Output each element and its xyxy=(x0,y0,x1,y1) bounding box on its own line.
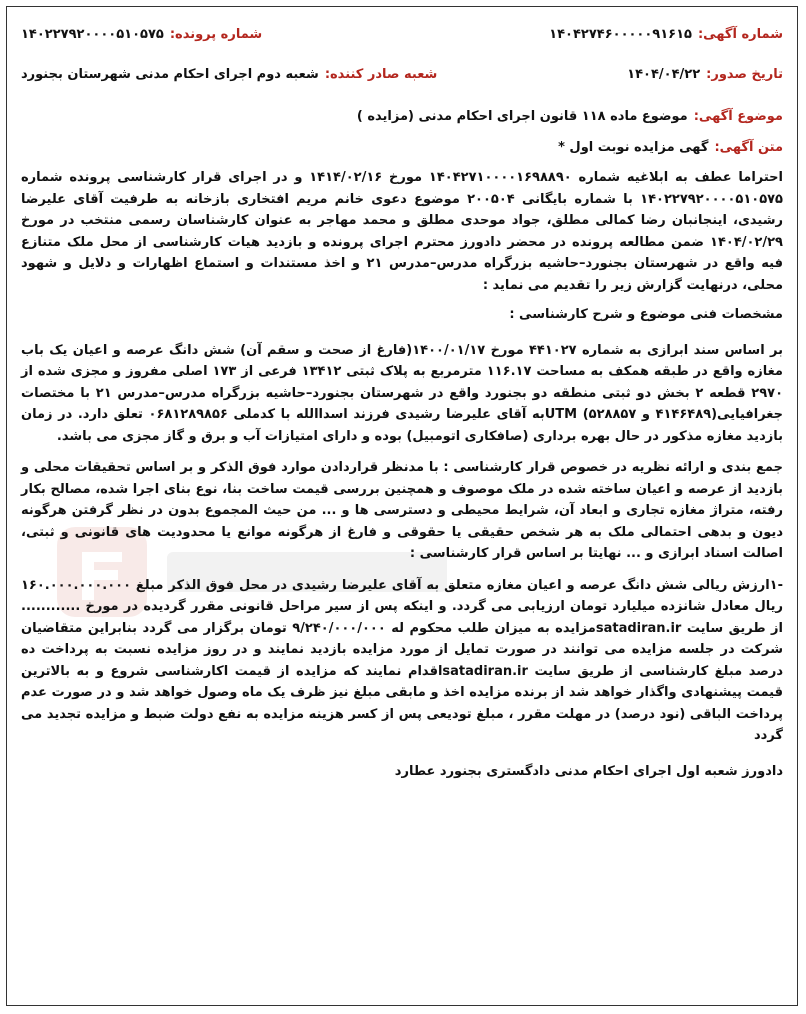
valuation-paragraph xyxy=(21,575,783,747)
meta-row-2 xyxy=(21,67,783,107)
valuation-text-b: مزایده به میزان طلب محکوم له ۹/۲۴۰/۰۰۰/۰۰۰ تومان برگزار می گردد بنابراین متقاضیان شرکت در جلسه مزایده می توانند در صورت تمایل از مورد مزایده بازدید نمایند و در روز مزایده نسبت به پرداخت ده درصد مبلغ کارشناسی از طریق سایت xyxy=(21,620,783,679)
case-number-value: ۱۴۰۲۲۷۹۲۰۰۰۰۵۱۰۵۷۵ xyxy=(21,27,164,42)
issuer-label: شعبه صادر کننده: xyxy=(324,67,438,82)
ad-number-value: ۱۴۰۴۲۷۴۶۰۰۰۰۰۹۱۶۱۵ xyxy=(549,27,692,42)
subject-label: موضوع آگهی: xyxy=(693,109,783,124)
text-title-row xyxy=(21,140,783,155)
ad-number xyxy=(453,27,783,42)
case-number-label: شماره پرونده: xyxy=(169,27,263,42)
ad-number-label: شماره آگهی: xyxy=(697,27,783,42)
issue-date-label: تاریخ صدور: xyxy=(706,67,783,82)
ad-frame xyxy=(6,6,798,1006)
text-title-label: متن آگهی: xyxy=(714,140,783,155)
site-link-1[interactable]: satadiran.ir xyxy=(595,620,682,636)
site-link-2[interactable]: satadiran.ir xyxy=(442,663,528,679)
meta-row-1 xyxy=(21,27,783,67)
text-title-value: گهی مزایده نوبت اول * xyxy=(558,140,709,155)
summary-paragraph: جمع بندی و ارائه نظریه در خصوص قرار کارشناسی : با مدنظر قراردادن موارد فوق الذکر و بر اساس تحقیقات محلی و بازدید از عرصه و اعیان ساخته شده در ملک موصوف و همچنین بررسی قیمت ساخت بنا، نوع بنای اجرا شده، مصالح بکار رفته، متراژ مغازه تجاری و ابعاد آن، شرایط محیطی و دسترسی ها و ... من حیث المجموع بدون در نظر گرفتن هرگونه دیون و بدهی احتمالی ملک به هر شخص حقیقی یا حقوقی و فارغ از هرگونه موانع یا محدودیت های قانونی و ثبتی، اصالت اسناد ابرازی و ... نهایتا بر اساس قرار کارشناسی : xyxy=(21,460,783,561)
valuation-text-a: -۱ارزش ریالی شش دانگ عرصه و اعیان مغازه متعلق به آقای علیرضا رشیدی در محل فوق الذکر مبلغ ۱۶۰.۰۰۰.۰۰۰.۰۰۰ ریال معادل شانزده میلیارد تومان ارزیابی می گردد. و اینکه پس از سیر مراحل قانونی مقرر گردیده در مورخ ............ از طریق سایت xyxy=(21,577,783,636)
issuer-value: شعبه دوم اجرای احکام مدنی شهرستان بجنورد xyxy=(21,67,319,82)
issuer xyxy=(21,67,437,82)
signature-line: دادورز شعبه اول اجرای احکام مدنی دادگستری بجنورد عطارد xyxy=(394,763,783,779)
intro-paragraph: احتراما عطف به ابلاغیه شماره ۱۴۰۴۲۷۱۰۰۰۰۱۶۹۸۸۹۰ مورخ ۱۴۱۴/۰۲/۱۶ و در اجرای قرار کارشناسی پرونده شماره ۱۴۰۲۲۷۹۲۰۰۰۰۵۱۰۵۷۵ با شماره بایگانی ۲۰۰۵۰۴ موضوع دعوی خانم مریم افتخاری بازخانه به طرفیت آقای علیرضا رشیدی، اینجانبان رضا کمالی مطلق، جواد موحدی مطلق و محمد مهاجر به عنوان کارشناسان رسمی منتخب در مورخ ۱۴۰۴/۰۲/۲۹ ضمن مطالعه پرونده در محضر دادورز محترم اجرای پرونده و بازدید هیات کارشناسی از محل ملک متنازع فیه واقع در شهرستان بجنورد–حاشیه بزرگراه مدرس–مدرس ۲۱ و اخذ مستندات و استماع اظهارات و دلایل و شهود محلی، درنهایت گزارش زیر را تقدیم می نماید : xyxy=(21,170,784,293)
issue-date-value: ۱۴۰۴/۰۴/۲۲ xyxy=(627,67,701,82)
technical-heading: مشخصات فنی موضوع و شرح کارشناسی : xyxy=(509,307,783,322)
ad-document xyxy=(21,27,783,782)
subject-value: موضوع ماده ۱۱۸ قانون اجرای احکام مدنی (مزایده ) xyxy=(356,109,688,124)
issue-date xyxy=(453,67,783,82)
technical-paragraph: بر اساس سند ابرازی به شماره ۴۴۱۰۲۷ مورخ ۱۴۰۰/۰۱/۱۷(فارغ از صحت و سقم آن) شش دانگ عرصه و اعیان یک باب مغازه واقع در طبقه همکف به مساحت ۱۱۶.۱۷ مترمربع به پلاک ثبتی ۱۳۴۱۲ فرعی از ۱۷۳ اصلی مفروز و مجزی شده از ۲۹۷۰ قطعه ۲ بخش دو ثبتی منطقه دو بجنورد واقع در شهرستان بجنورد–حاشیه بزرگراه مدرس–مدرس ۲۱ با مختصات جغرافیایی(۴۱۴۶۴۸۹ و ۵۲۸۸۵۷) UTMبه آقای علیرضا رشیدی فرزند اسداالله با کدملی ۰۶۸۱۲۸۹۸۵۶ تعلق دارد. در زمان بازدید مغازه مذکور در حال بهره برداری (صافکاری اتومبیل) بوده و دارای امتیازات آب و برق و گاز مجزی می باشد. xyxy=(21,342,784,444)
subject-row xyxy=(21,109,783,124)
valuation-text-c: اقدام نمایند که مزایده از قیمت اکارشناسی شروع و به بالاترین قیمت پیشنهادی واگذار خواهد شد از برنده مزایده اخذ و مابقی مبلغ نیز ظرف یک ماه وصول خواهد شد و در صورت عدم پرداخت الباقی (نود درصد) در مهلت مقرر ، مبلغ تودیعی پس از کسر هزینه مزایده به نفع دولت ضبط و مزایده تجدید می گردد xyxy=(21,663,783,743)
case-number xyxy=(21,27,262,42)
